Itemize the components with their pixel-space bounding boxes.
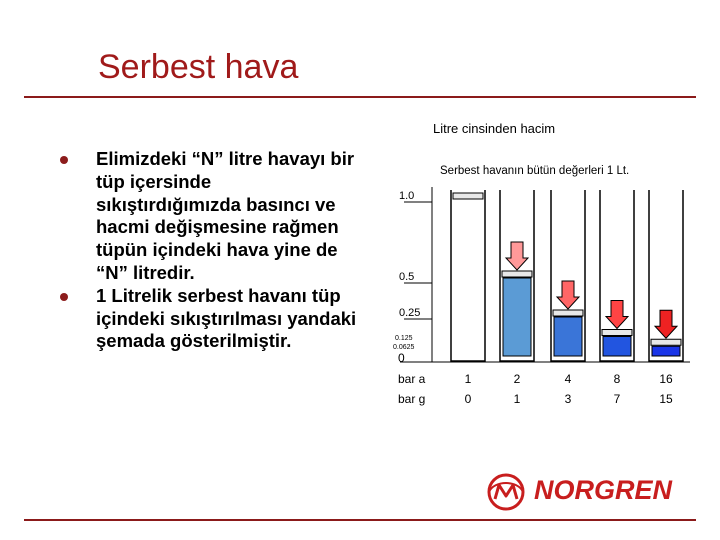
volume-ticks xyxy=(393,190,432,365)
bar-a-value: 16 xyxy=(659,372,673,386)
piston xyxy=(602,330,632,336)
air-volume-fill xyxy=(503,278,531,356)
logo-wordmark: NORGREN xyxy=(534,475,673,505)
tick-label: 0.5 xyxy=(399,271,415,283)
piston xyxy=(502,271,532,277)
tick-label: 0.25 xyxy=(399,307,421,319)
air-volume-fill xyxy=(603,337,631,357)
tick-label: 0 xyxy=(398,351,405,365)
norgren-emblem-icon xyxy=(486,472,530,512)
tick-label: 0.0625 xyxy=(393,344,415,351)
volume-caption: Litre cinsinden hacim xyxy=(433,121,556,136)
bar-a-value: 2 xyxy=(513,372,521,386)
bullet-text: 1 Litrelik serbest havanı tüp içindeki sıkıştırılması yandaki şemada gösterilmiştir. xyxy=(96,284,357,352)
compression-arrow-icon xyxy=(655,310,677,338)
footer-divider xyxy=(24,519,696,521)
free-air-caption: Serbest havanın bütün değerleri 1 Lt. xyxy=(440,165,630,177)
piston xyxy=(453,193,483,199)
tick-label: 1.0 xyxy=(399,190,415,202)
norgren-logo xyxy=(486,472,701,512)
bar-g-value: 1 xyxy=(513,392,521,406)
compression-arrow-icon xyxy=(557,281,579,309)
row-label-bar-g: bar g xyxy=(398,392,426,406)
bar-a-value: 1 xyxy=(464,372,472,386)
compression-arrow-icon xyxy=(506,242,528,270)
slide-title: Serbest hava xyxy=(98,48,299,86)
row-label-bar-a: bar a xyxy=(398,372,426,386)
piston xyxy=(651,339,681,345)
piston xyxy=(553,310,583,316)
bar-g-value: 7 xyxy=(613,392,621,406)
air-volume-fill xyxy=(652,346,680,356)
bar-g-value: 15 xyxy=(659,392,673,406)
bar-g-value: 3 xyxy=(564,392,572,406)
bullet-text: Elimizdeki “N” litre havayı bir tüp içersinde sıkıştırdığımızda basıncı ve hacmi değişmesine rağmen tüpün içindeki hava yine de “N” litredir. xyxy=(96,148,355,283)
bar-g-value: 0 xyxy=(464,392,472,406)
tube-outline xyxy=(451,190,485,361)
compression-arrow-icon xyxy=(606,301,628,329)
air-volume-fill xyxy=(554,317,582,356)
bar-a-value: 4 xyxy=(564,372,572,386)
bar-a-value: 8 xyxy=(613,372,621,386)
tubes xyxy=(451,190,683,406)
tick-label: 0.125 xyxy=(395,335,413,342)
